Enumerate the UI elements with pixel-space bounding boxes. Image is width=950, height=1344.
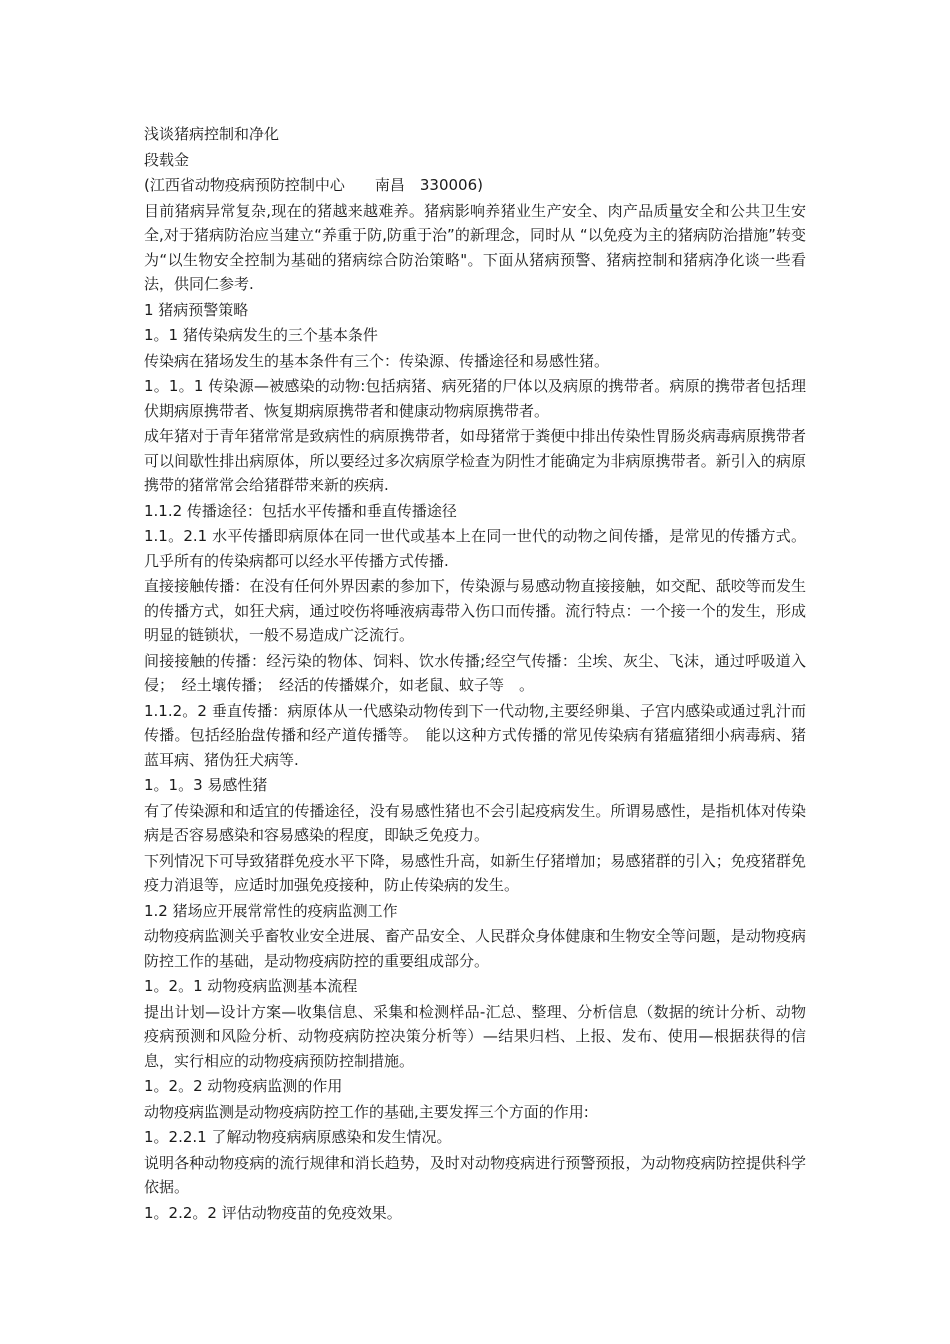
body-paragraph: 提出计划—设计方案—收集信息、采集和检测样品-汇总、整理、分析信息（数据的统计分析、动物疫病预测和风险分析、动物疫病防控决策分析等）—结果归档、上报、发布、使用—根据获得的信息，实行相应的动物疫病预防控制措施。 — [144, 1002, 806, 1070]
subsection-heading: 1.1.2 传播途径：包括水平传播和垂直传播途径 — [144, 501, 457, 520]
intro-paragraph: 目前猪病异常复杂,现在的猪越来越难养。猪病影响养猪业生产安全、肉产品质量安全和公共卫生安全,对于猪病防治应当建立“养重于防,防重于治”的新理念，同时从 “以免疫为主的猪病防治措施”转变为“以生物安全控制为基础的猪病综合防治策略"。下面从猪病预警、猪病控制和猪病净化谈一些看法，供同仁参考. — [144, 201, 806, 293]
body-paragraph: 1.1。2.1 水平传播即病原体在同一世代或基本上在同一世代的动物之间传播，是常见的传播方式。几乎所有的传染病都可以经水平传播方式传播. — [144, 527, 806, 570]
subsection-heading: 1。1 猪传染病发生的三个基本条件 — [144, 326, 378, 344]
document-affiliation: (江西省动物疫病预防控制中心 南昌 330006) — [144, 176, 483, 194]
subsection-heading: 1。2。2 动物疫病监测的作用 — [144, 1077, 343, 1095]
body-paragraph: 1。1。1 传染源—被感染的动物:包括病猪、病死猪的尸体以及病原的携带者。病原的携带者包括理伏期病原携带者、恢复期病原携带者和健康动物病原携带者。 — [144, 377, 806, 420]
subsection-heading: 1。1。3 易感性猪 — [144, 776, 268, 794]
subsection-heading: 1.2 猪场应开展常常性的疫病监测工作 — [144, 901, 398, 920]
body-paragraph: 动物疫病监测是动物疫病防控工作的基础,主要发挥三个方面的作用: — [144, 1102, 589, 1121]
subsection-heading: 1。2。1 动物疫病监测基本流程 — [144, 977, 358, 995]
body-paragraph: 说明各种动物疫病的流行规律和消长趋势，及时对动物疫病进行预警预报，为动物疫病防控提供科学依据。 — [144, 1153, 806, 1196]
body-paragraph: 传染病在猪场发生的基本条件有三个：传染源、传播途径和易感性猪。 — [144, 351, 610, 370]
subsection-heading: 1。2.2.1 了解动物疫病病原感染和发生情况。 — [144, 1128, 452, 1146]
body-paragraph: 动物疫病监测关乎畜牧业安全进展、畜产品安全、人民群众身体健康和生物安全等问题，是动物疫病防控工作的基础，是动物疫病防控的重要组成部分。 — [144, 927, 806, 970]
document-author: 段载金 — [144, 150, 190, 169]
subsection-heading: 1。2.2。2 评估动物疫苗的免疫效果。 — [144, 1203, 402, 1222]
body-paragraph: 有了传染源和和适宜的传播途径，没有易感性猪也不会引起疫病发生。所谓易感性，是指机体对传染病是否容易感染和容易感染的程度，即缺乏免疫力。 — [144, 801, 806, 844]
body-paragraph: 间接接触的传播：经污染的物体、饲料、饮水传播;经空气传播：尘埃、灰尘、飞沫，通过呼吸道入侵； 经土壤传播； 经活的传播媒介，如老鼠、蚊子等 。 — [144, 651, 806, 694]
body-paragraph: 成年猪对于青年猪常常是致病性的病原携带者，如母猪常于粪便中排出传染性胃肠炎病毒病原携带者可以间歇性排出病原体，所以要经过多次病原学检查为阴性才能确定为非病原携带者。新引入的病原携带的猪常常会给猪群带来新的疾病. — [144, 427, 806, 494]
body-paragraph: 直接接触传播：在没有任何外界因素的参加下，传染源与易感动物直接接触，如交配、舐咬等而发生的传播方式，如狂犬病，通过咬伤将唾液病毒带入伤口而传播。流行特点：一个接一个的发生，形成明显的链锁状，一般不易造成广泛流行。 — [144, 577, 806, 644]
body-paragraph: 下列情况下可导致猪群免疫水平下降，易感性升高，如新生仔猪增加；易感猪群的引入；免疫猪群免疫力消退等，应适时加强免疫接种，防止传染病的发生。 — [144, 851, 806, 894]
section-heading: 1 猪病预警策略 — [144, 300, 249, 319]
document-title: 浅谈猪病控制和净化 — [144, 125, 280, 143]
body-paragraph: 1.1.2。2 垂直传播：病原体从一代感染动物传到下一代动物,主要经卵巢、子宫内感染或通过乳汁而传播。包括经胎盘传播和经产道传播等。 能以这种方式传播的常见传染病有猪瘟猪细小病毒病、猪蓝耳病、猪伪狂犬病等. — [144, 701, 806, 769]
